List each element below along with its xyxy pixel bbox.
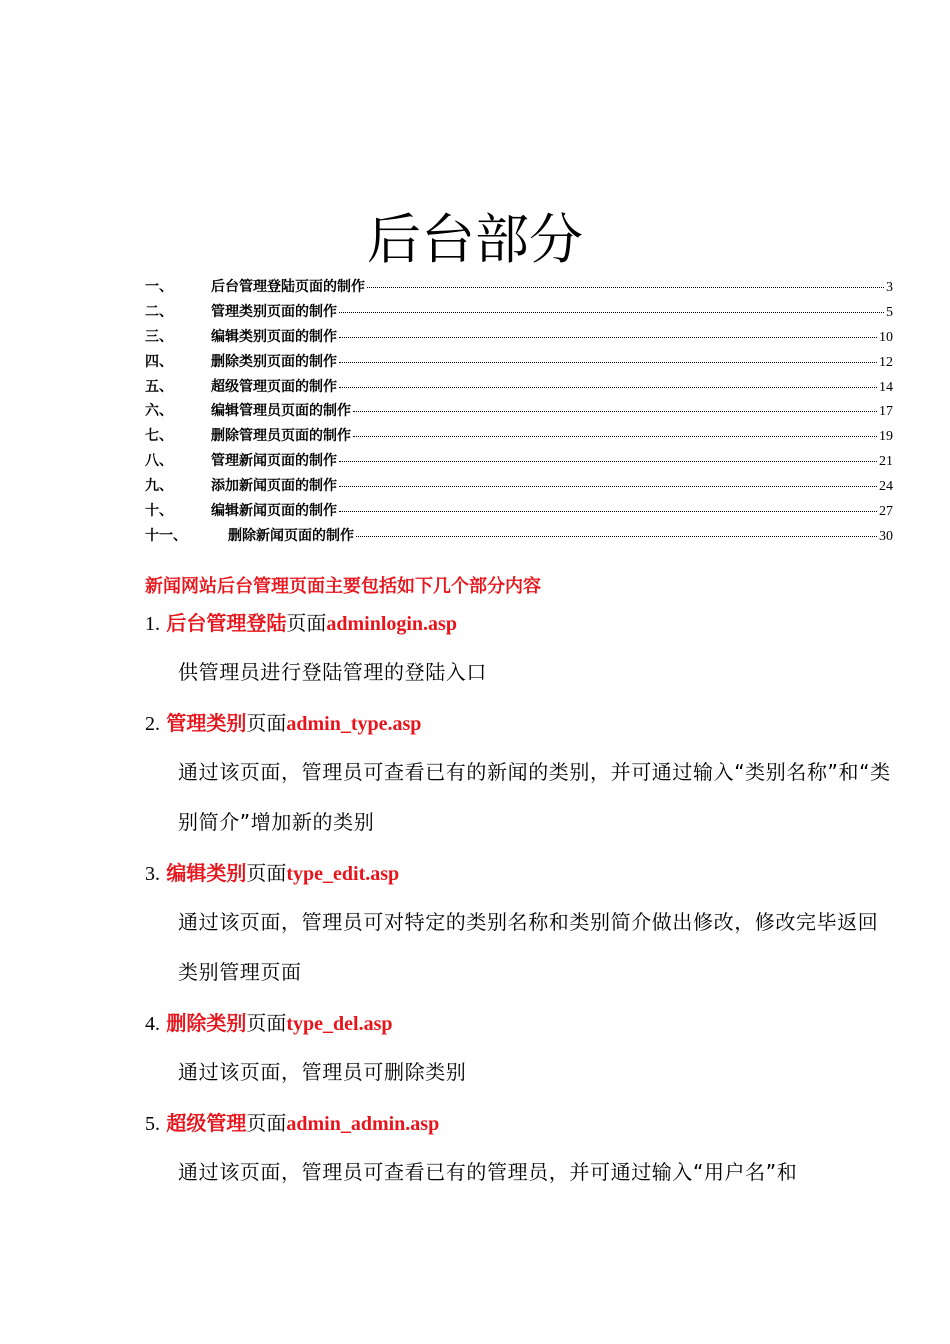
toc-label: 超级管理页面的制作 [211, 378, 337, 395]
toc-label: 删除新闻页面的制作 [228, 527, 354, 544]
list-item [145, 1005, 905, 1105]
item-page-word: 页面 [246, 1011, 287, 1035]
item-description: 供管理员进行登陆管理的登陆入口 [178, 660, 487, 684]
item-heading [145, 1005, 905, 1041]
toc-leader [339, 312, 884, 313]
toc-page-number: 10 [879, 329, 893, 345]
page-title: 后台部分 [367, 208, 583, 271]
item-filename: adminlogin.asp [326, 613, 457, 635]
toc-page-number: 12 [879, 354, 893, 370]
toc-leader [339, 511, 877, 512]
toc-page-number: 30 [879, 528, 893, 544]
item-index: 1. [145, 613, 160, 635]
toc-entry[interactable] [145, 326, 893, 351]
toc-number: 四、 [145, 353, 173, 370]
toc-leader [353, 411, 877, 412]
intro-heading: 新闻网站后台管理页面主要包括如下几个部分内容 [145, 576, 541, 597]
toc-number: 九、 [145, 478, 173, 495]
toc-number: 十一、 [145, 527, 187, 544]
item-name: 管理类别 [166, 711, 247, 735]
item-page-word: 页面 [246, 711, 287, 735]
toc-number: 三、 [145, 328, 173, 345]
item-name: 超级管理 [166, 1111, 247, 1135]
toc-leader [339, 387, 877, 388]
toc-page-number: 3 [886, 280, 893, 295]
toc-entry[interactable] [145, 301, 893, 326]
toc-leader [367, 287, 884, 288]
item-page-word: 页面 [246, 861, 287, 885]
list-item [145, 605, 905, 705]
item-heading [145, 705, 905, 741]
item-list [145, 605, 905, 1205]
toc-page-number: 27 [879, 504, 893, 520]
item-filename: type_edit.asp [286, 863, 400, 885]
item-description: 通过该页面，管理员可对特定的类别名称和类别简介做出修改，修改完毕返回类别管理页面 [178, 910, 879, 984]
toc-label: 编辑管理员页面的制作 [211, 403, 351, 420]
toc-label: 删除管理员页面的制作 [211, 428, 351, 445]
toc-leader [339, 461, 877, 462]
item-page-word: 页面 [286, 611, 327, 635]
item-heading [145, 855, 905, 891]
toc-page-number: 24 [879, 479, 893, 495]
toc-label: 编辑类别页面的制作 [211, 328, 337, 345]
toc-number: 十、 [145, 503, 173, 520]
item-index: 2. [145, 713, 160, 735]
toc-label: 后台管理登陆页面的制作 [211, 279, 365, 295]
toc-page-number: 5 [886, 304, 893, 320]
toc-label: 添加新闻页面的制作 [211, 478, 337, 495]
item-name: 后台管理登陆 [166, 611, 287, 635]
item-filename: admin_type.asp [286, 713, 422, 735]
toc-entry[interactable] [145, 450, 893, 475]
toc-entry[interactable] [145, 525, 893, 550]
toc-label: 管理新闻页面的制作 [211, 453, 337, 470]
item-name: 编辑类别 [166, 861, 247, 885]
list-item [145, 705, 905, 855]
item-index: 5. [145, 1113, 160, 1135]
toc-leader [356, 536, 877, 537]
toc-number: 七、 [145, 428, 173, 445]
toc-number: 二、 [145, 303, 173, 320]
item-heading [145, 1105, 905, 1141]
toc-entry[interactable] [145, 376, 893, 401]
toc-entry[interactable] [145, 425, 893, 450]
toc-entry[interactable] [145, 400, 893, 425]
toc-entry[interactable] [145, 500, 893, 525]
table-of-contents [145, 276, 893, 550]
item-description: 通过该页面，管理员可查看已有的新闻的类别，并可通过输入“类别名称”和“类别简介”增加新的类别 [178, 760, 891, 834]
toc-number: 五、 [145, 378, 173, 395]
toc-label: 编辑新闻页面的制作 [211, 503, 337, 520]
item-index: 4. [145, 1013, 160, 1035]
toc-page-number: 21 [879, 454, 893, 470]
toc-leader [339, 337, 877, 338]
toc-entry[interactable] [145, 475, 893, 500]
item-index: 3. [145, 863, 160, 885]
list-item [145, 1105, 905, 1205]
toc-entry[interactable] [145, 276, 893, 301]
toc-leader [339, 486, 877, 487]
item-filename: type_del.asp [286, 1013, 393, 1035]
item-filename: admin_admin.asp [286, 1113, 440, 1135]
item-description: 通过该页面，管理员可查看已有的管理员，并可通过输入“用户名”和 [178, 1160, 798, 1184]
toc-label: 删除类别页面的制作 [211, 353, 337, 370]
toc-leader [339, 362, 877, 363]
toc-leader [353, 436, 877, 437]
toc-number: 一、 [145, 279, 173, 295]
item-description: 通过该页面，管理员可删除类别 [178, 1060, 467, 1084]
toc-page-number: 14 [879, 379, 893, 395]
toc-entry[interactable] [145, 351, 893, 376]
list-item [145, 855, 905, 1005]
item-page-word: 页面 [246, 1111, 287, 1135]
toc-page-number: 17 [879, 404, 893, 420]
toc-label: 管理类别页面的制作 [211, 303, 337, 320]
item-name: 删除类别 [166, 1011, 247, 1035]
toc-page-number: 19 [879, 429, 893, 445]
item-heading [145, 605, 905, 641]
toc-number: 六、 [145, 403, 173, 420]
toc-number: 八、 [145, 453, 173, 470]
